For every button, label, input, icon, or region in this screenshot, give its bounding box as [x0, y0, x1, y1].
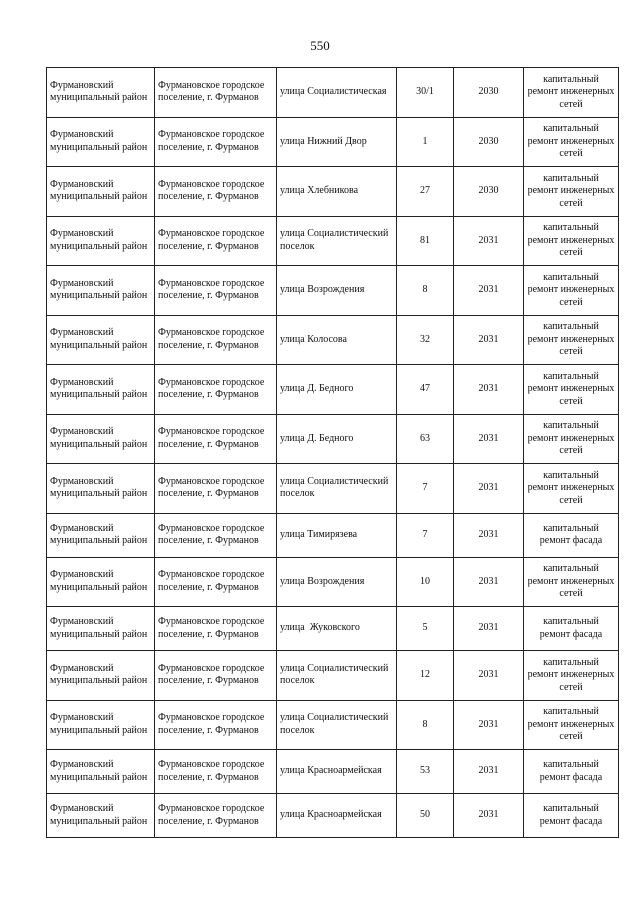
district-cell: Фурмановский муниципальный район	[47, 651, 155, 701]
work-type-cell: капитальный ремонт инженерных сетей	[524, 365, 619, 415]
table-row	[47, 794, 619, 838]
street-cell: улица Хлебникова	[277, 167, 397, 217]
table-row	[47, 68, 619, 118]
settlement-cell: Фурмановское городское поселение, г. Фурманов	[155, 365, 277, 415]
work-type-cell: капитальный ремонт инженерных сетей	[524, 557, 619, 607]
table-row	[47, 365, 619, 415]
house-number-cell: 5	[397, 607, 454, 651]
work-type-cell: капитальный ремонт фасада	[524, 513, 619, 557]
street-cell: улица Жуковского	[277, 607, 397, 651]
house-number-cell: 27	[397, 167, 454, 217]
year-cell: 2031	[454, 315, 524, 365]
settlement-cell: Фурмановское городское поселение, г. Фурманов	[155, 513, 277, 557]
street-cell: улица Возрождения	[277, 266, 397, 316]
street-cell: улица Социалистический поселок	[277, 651, 397, 701]
district-cell: Фурмановский муниципальный район	[47, 266, 155, 316]
house-number-cell: 7	[397, 464, 454, 514]
year-cell: 2031	[454, 557, 524, 607]
table-row	[47, 216, 619, 266]
settlement-cell: Фурмановское городское поселение, г. Фурманов	[155, 266, 277, 316]
table-row	[47, 607, 619, 651]
house-number-cell: 50	[397, 794, 454, 838]
settlement-cell: Фурмановское городское поселение, г. Фурманов	[155, 607, 277, 651]
work-type-cell: капитальный ремонт инженерных сетей	[524, 700, 619, 750]
street-cell: улица Красноармейская	[277, 794, 397, 838]
settlement-cell: Фурмановское городское поселение, г. Фурманов	[155, 216, 277, 266]
street-cell: улица Красноармейская	[277, 750, 397, 794]
settlement-cell: Фурмановское городское поселение, г. Фурманов	[155, 117, 277, 167]
year-cell: 2031	[454, 464, 524, 514]
year-cell: 2030	[454, 167, 524, 217]
district-cell: Фурмановский муниципальный район	[47, 464, 155, 514]
district-cell: Фурмановский муниципальный район	[47, 750, 155, 794]
street-cell: улица Социалистический поселок	[277, 216, 397, 266]
table-row	[47, 513, 619, 557]
settlement-cell: Фурмановское городское поселение, г. Фурманов	[155, 750, 277, 794]
year-cell: 2031	[454, 365, 524, 415]
district-cell: Фурмановский муниципальный район	[47, 414, 155, 464]
table-row	[47, 117, 619, 167]
work-type-cell: капитальный ремонт фасада	[524, 607, 619, 651]
house-number-cell: 10	[397, 557, 454, 607]
district-cell: Фурмановский муниципальный район	[47, 557, 155, 607]
district-cell: Фурмановский муниципальный район	[47, 700, 155, 750]
street-cell: улица Д. Бедного	[277, 365, 397, 415]
table-row	[47, 651, 619, 701]
district-cell: Фурмановский муниципальный район	[47, 216, 155, 266]
settlement-cell: Фурмановское городское поселение, г. Фурманов	[155, 167, 277, 217]
street-cell: улица Социалистический поселок	[277, 700, 397, 750]
district-cell: Фурмановский муниципальный район	[47, 607, 155, 651]
district-cell: Фурмановский муниципальный район	[47, 315, 155, 365]
street-cell: улица Социалистическая	[277, 68, 397, 118]
table-row	[47, 700, 619, 750]
year-cell: 2031	[454, 651, 524, 701]
district-cell: Фурмановский муниципальный район	[47, 513, 155, 557]
settlement-cell: Фурмановское городское поселение, г. Фурманов	[155, 464, 277, 514]
district-cell: Фурмановский муниципальный район	[47, 117, 155, 167]
settlement-cell: Фурмановское городское поселение, г. Фурманов	[155, 68, 277, 118]
district-cell: Фурмановский муниципальный район	[47, 365, 155, 415]
street-cell: улица Д. Бедного	[277, 414, 397, 464]
table-row	[47, 464, 619, 514]
year-cell: 2031	[454, 607, 524, 651]
house-number-cell: 32	[397, 315, 454, 365]
work-type-cell: капитальный ремонт инженерных сетей	[524, 651, 619, 701]
table-row	[47, 167, 619, 217]
house-number-cell: 8	[397, 700, 454, 750]
work-type-cell: капитальный ремонт инженерных сетей	[524, 414, 619, 464]
house-number-cell: 30/1	[397, 68, 454, 118]
settlement-cell: Фурмановское городское поселение, г. Фурманов	[155, 414, 277, 464]
street-cell: улица Тимирязева	[277, 513, 397, 557]
year-cell: 2031	[454, 414, 524, 464]
table-row	[47, 750, 619, 794]
table-row	[47, 557, 619, 607]
house-number-cell: 12	[397, 651, 454, 701]
year-cell: 2031	[454, 513, 524, 557]
year-cell: 2031	[454, 700, 524, 750]
year-cell: 2030	[454, 117, 524, 167]
house-number-cell: 1	[397, 117, 454, 167]
work-type-cell: капитальный ремонт фасада	[524, 794, 619, 838]
district-cell: Фурмановский муниципальный район	[47, 68, 155, 118]
district-cell: Фурмановский муниципальный район	[47, 167, 155, 217]
settlement-cell: Фурмановское городское поселение, г. Фурманов	[155, 557, 277, 607]
work-type-cell: капитальный ремонт инженерных сетей	[524, 167, 619, 217]
district-cell: Фурмановский муниципальный район	[47, 794, 155, 838]
work-type-cell: капитальный ремонт инженерных сетей	[524, 266, 619, 316]
street-cell: улица Возрождения	[277, 557, 397, 607]
work-type-cell: капитальный ремонт фасада	[524, 750, 619, 794]
street-cell: улица Социалистический поселок	[277, 464, 397, 514]
street-cell: улица Колосова	[277, 315, 397, 365]
house-number-cell: 63	[397, 414, 454, 464]
house-number-cell: 47	[397, 365, 454, 415]
year-cell: 2031	[454, 266, 524, 316]
house-number-cell: 53	[397, 750, 454, 794]
work-type-cell: капитальный ремонт инженерных сетей	[524, 68, 619, 118]
work-type-cell: капитальный ремонт инженерных сетей	[524, 315, 619, 365]
work-type-cell: капитальный ремонт инженерных сетей	[524, 464, 619, 514]
repair-schedule-table	[46, 67, 619, 838]
page-number: 550	[310, 38, 330, 53]
year-cell: 2030	[454, 68, 524, 118]
street-cell: улица Нижний Двор	[277, 117, 397, 167]
house-number-cell: 81	[397, 216, 454, 266]
settlement-cell: Фурмановское городское поселение, г. Фурманов	[155, 700, 277, 750]
work-type-cell: капитальный ремонт инженерных сетей	[524, 117, 619, 167]
table-row	[47, 266, 619, 316]
settlement-cell: Фурмановское городское поселение, г. Фурманов	[155, 315, 277, 365]
year-cell: 2031	[454, 750, 524, 794]
settlement-cell: Фурмановское городское поселение, г. Фурманов	[155, 651, 277, 701]
house-number-cell: 8	[397, 266, 454, 316]
year-cell: 2031	[454, 216, 524, 266]
house-number-cell: 7	[397, 513, 454, 557]
year-cell: 2031	[454, 794, 524, 838]
table-row	[47, 315, 619, 365]
settlement-cell: Фурмановское городское поселение, г. Фурманов	[155, 794, 277, 838]
table-row	[47, 414, 619, 464]
work-type-cell: капитальный ремонт инженерных сетей	[524, 216, 619, 266]
